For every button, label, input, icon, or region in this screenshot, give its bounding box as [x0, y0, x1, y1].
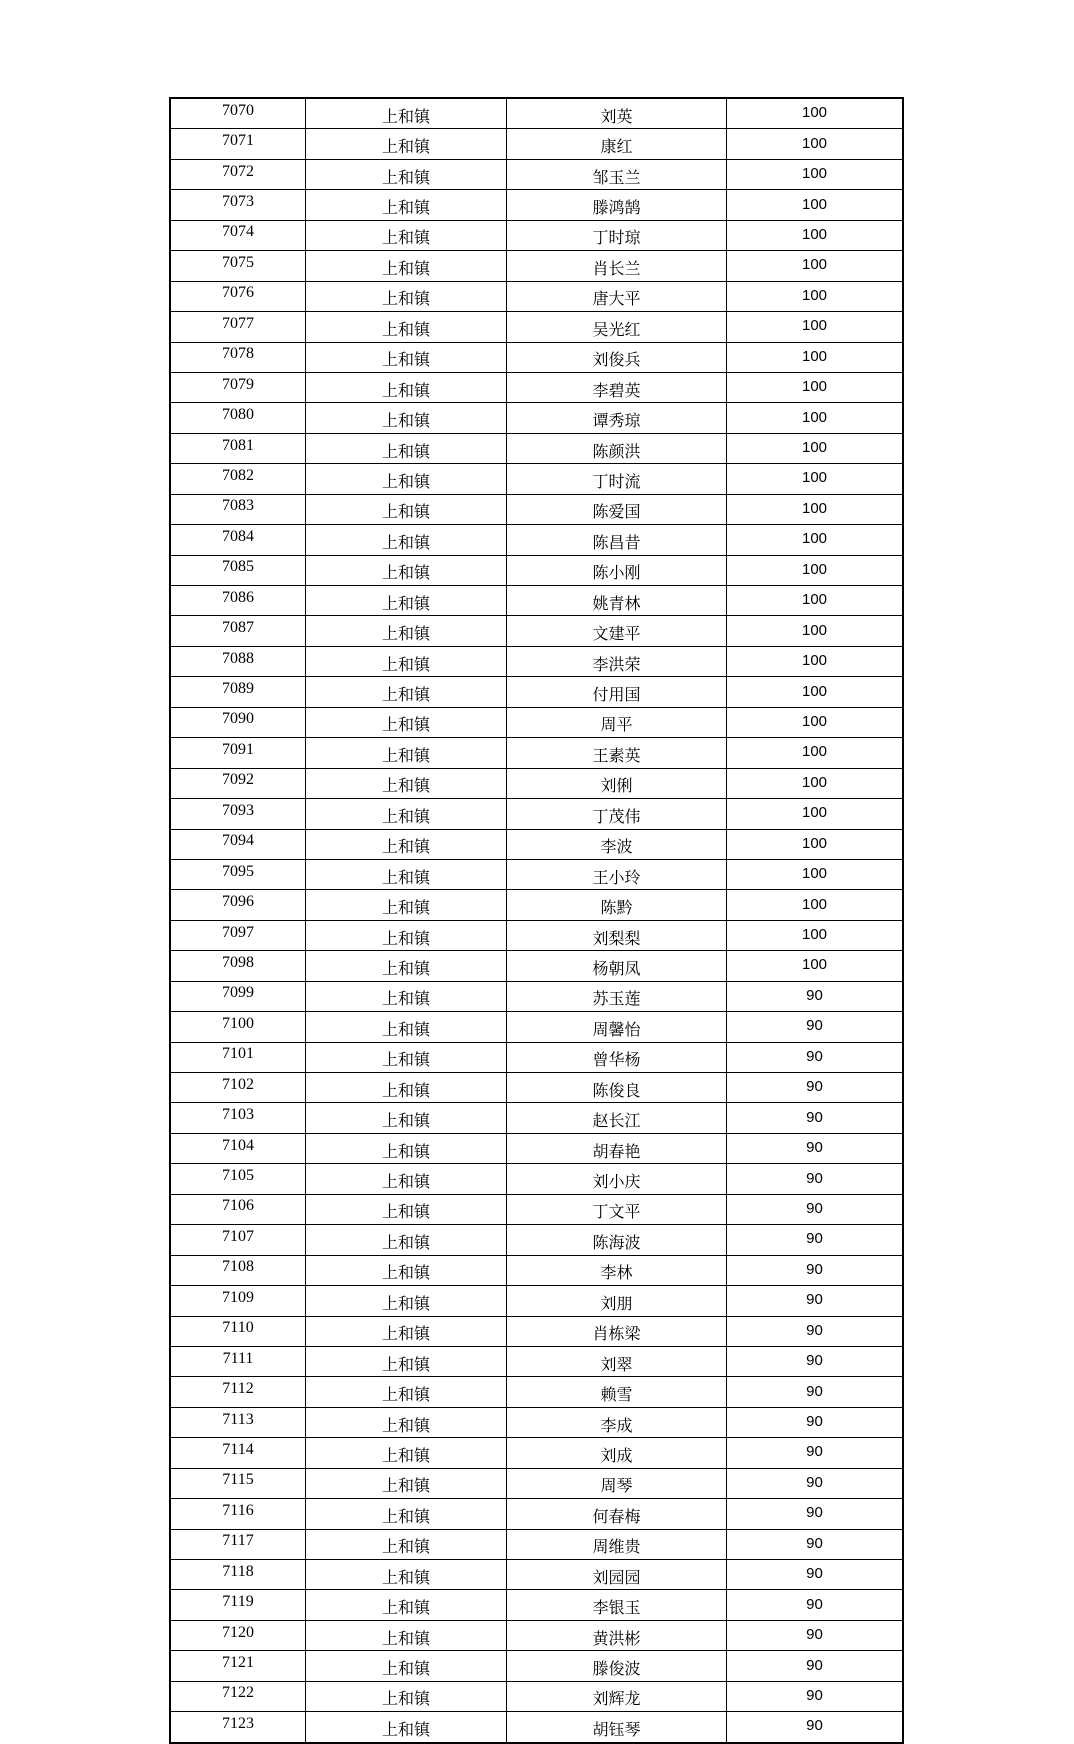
- table-row: [170, 1103, 903, 1133]
- amount-cell: 90: [727, 1620, 904, 1650]
- row-number-cell: 7120: [170, 1620, 306, 1650]
- table-row: [170, 1133, 903, 1163]
- amount-cell: 100: [727, 129, 904, 159]
- row-number-cell: 7108: [170, 1255, 306, 1285]
- town-cell: 上和镇: [306, 646, 507, 676]
- table-row: [170, 951, 903, 981]
- town-cell: 上和镇: [306, 707, 507, 737]
- amount-cell: 90: [727, 1316, 904, 1346]
- amount-cell: 90: [727, 1560, 904, 1590]
- town-cell: 上和镇: [306, 1164, 507, 1194]
- person-name-cell: 付用国: [507, 677, 727, 707]
- town-cell: 上和镇: [306, 1194, 507, 1224]
- table-row: [170, 920, 903, 950]
- town-cell: 上和镇: [306, 1651, 507, 1681]
- amount-cell: 90: [727, 981, 904, 1011]
- person-name-cell: 丁时琼: [507, 220, 727, 250]
- row-number-cell: 7109: [170, 1286, 306, 1316]
- town-cell: 上和镇: [306, 1255, 507, 1285]
- town-cell: 上和镇: [306, 1377, 507, 1407]
- amount-cell: 90: [727, 1194, 904, 1224]
- row-number-cell: 7103: [170, 1103, 306, 1133]
- amount-cell: 100: [727, 494, 904, 524]
- amount-cell: 100: [727, 98, 904, 129]
- town-cell: 上和镇: [306, 920, 507, 950]
- table-row: [170, 1286, 903, 1316]
- table-row: [170, 312, 903, 342]
- person-name-cell: 吴光红: [507, 312, 727, 342]
- row-number-cell: 7086: [170, 586, 306, 616]
- person-name-cell: 刘英: [507, 98, 727, 129]
- amount-cell: 100: [727, 555, 904, 585]
- table-row: [170, 1316, 903, 1346]
- table-row: [170, 616, 903, 646]
- row-number-cell: 7079: [170, 372, 306, 402]
- person-name-cell: 康红: [507, 129, 727, 159]
- person-name-cell: 陈小刚: [507, 555, 727, 585]
- row-number-cell: 7096: [170, 890, 306, 920]
- table-row: [170, 1438, 903, 1468]
- person-name-cell: 李成: [507, 1407, 727, 1437]
- person-name-cell: 李银玉: [507, 1590, 727, 1620]
- table-row: [170, 433, 903, 463]
- amount-cell: 100: [727, 403, 904, 433]
- table-row: [170, 1073, 903, 1103]
- person-name-cell: 刘辉龙: [507, 1681, 727, 1711]
- person-name-cell: 邹玉兰: [507, 159, 727, 189]
- person-name-cell: 滕俊波: [507, 1651, 727, 1681]
- row-number-cell: 7107: [170, 1225, 306, 1255]
- amount-cell: 100: [727, 159, 904, 189]
- table-row: [170, 1194, 903, 1224]
- town-cell: 上和镇: [306, 1560, 507, 1590]
- person-name-cell: 陈俊良: [507, 1073, 727, 1103]
- person-name-cell: 刘园园: [507, 1560, 727, 1590]
- table-row: [170, 890, 903, 920]
- amount-cell: 100: [727, 951, 904, 981]
- town-cell: 上和镇: [306, 829, 507, 859]
- person-name-cell: 唐大平: [507, 281, 727, 311]
- person-name-cell: 赖雪: [507, 1377, 727, 1407]
- town-cell: 上和镇: [306, 555, 507, 585]
- town-cell: 上和镇: [306, 677, 507, 707]
- row-number-cell: 7106: [170, 1194, 306, 1224]
- row-number-cell: 7075: [170, 251, 306, 281]
- amount-cell: 100: [727, 738, 904, 768]
- row-number-cell: 7091: [170, 738, 306, 768]
- amount-cell: 90: [727, 1651, 904, 1681]
- table-row: [170, 799, 903, 829]
- table-row: [170, 829, 903, 859]
- row-number-cell: 7098: [170, 951, 306, 981]
- row-number-cell: 7076: [170, 281, 306, 311]
- amount-cell: 90: [727, 1499, 904, 1529]
- table-row: [170, 859, 903, 889]
- row-number-cell: 7089: [170, 677, 306, 707]
- table-row: [170, 1468, 903, 1498]
- town-cell: 上和镇: [306, 768, 507, 798]
- person-name-cell: 文建平: [507, 616, 727, 646]
- person-name-cell: 刘翠: [507, 1346, 727, 1376]
- town-cell: 上和镇: [306, 616, 507, 646]
- town-cell: 上和镇: [306, 890, 507, 920]
- person-name-cell: 丁文平: [507, 1194, 727, 1224]
- amount-cell: 100: [727, 707, 904, 737]
- table-row: [170, 1651, 903, 1681]
- amount-cell: 90: [727, 1377, 904, 1407]
- row-number-cell: 7104: [170, 1133, 306, 1163]
- row-number-cell: 7094: [170, 829, 306, 859]
- table-row: [170, 1712, 903, 1743]
- person-name-cell: 陈海波: [507, 1225, 727, 1255]
- town-cell: 上和镇: [306, 1042, 507, 1072]
- person-name-cell: 谭秀琼: [507, 403, 727, 433]
- table-row: [170, 1681, 903, 1711]
- town-cell: 上和镇: [306, 1286, 507, 1316]
- town-cell: 上和镇: [306, 1529, 507, 1559]
- row-number-cell: 7072: [170, 159, 306, 189]
- row-number-cell: 7114: [170, 1438, 306, 1468]
- town-cell: 上和镇: [306, 1103, 507, 1133]
- amount-cell: 100: [727, 890, 904, 920]
- town-cell: 上和镇: [306, 1012, 507, 1042]
- amount-cell: 100: [727, 829, 904, 859]
- row-number-cell: 7073: [170, 190, 306, 220]
- row-number-cell: 7071: [170, 129, 306, 159]
- amount-cell: 100: [727, 646, 904, 676]
- row-number-cell: 7121: [170, 1651, 306, 1681]
- person-name-cell: 滕鸿鹄: [507, 190, 727, 220]
- row-number-cell: 7084: [170, 525, 306, 555]
- table-row: [170, 768, 903, 798]
- town-cell: 上和镇: [306, 464, 507, 494]
- row-number-cell: 7092: [170, 768, 306, 798]
- town-cell: 上和镇: [306, 98, 507, 129]
- amount-cell: 100: [727, 312, 904, 342]
- town-cell: 上和镇: [306, 1407, 507, 1437]
- row-number-cell: 7090: [170, 707, 306, 737]
- amount-cell: 100: [727, 859, 904, 889]
- row-number-cell: 7095: [170, 859, 306, 889]
- amount-cell: 100: [727, 281, 904, 311]
- town-cell: 上和镇: [306, 312, 507, 342]
- amount-cell: 100: [727, 372, 904, 402]
- amount-cell: 100: [727, 190, 904, 220]
- amount-cell: 90: [727, 1225, 904, 1255]
- table-row: [170, 98, 903, 129]
- row-number-cell: 7099: [170, 981, 306, 1011]
- amount-cell: 90: [727, 1164, 904, 1194]
- town-cell: 上和镇: [306, 1712, 507, 1743]
- amount-cell: 90: [727, 1286, 904, 1316]
- town-cell: 上和镇: [306, 981, 507, 1011]
- table-row: [170, 1499, 903, 1529]
- table-row: [170, 251, 903, 281]
- row-number-cell: 7118: [170, 1560, 306, 1590]
- row-number-cell: 7097: [170, 920, 306, 950]
- town-cell: 上和镇: [306, 1590, 507, 1620]
- table-row: [170, 525, 903, 555]
- amount-cell: 90: [727, 1438, 904, 1468]
- row-number-cell: 7088: [170, 646, 306, 676]
- row-number-cell: 7105: [170, 1164, 306, 1194]
- person-name-cell: 周琴: [507, 1468, 727, 1498]
- person-name-cell: 刘小庆: [507, 1164, 727, 1194]
- person-name-cell: 赵长江: [507, 1103, 727, 1133]
- town-cell: 上和镇: [306, 1346, 507, 1376]
- person-name-cell: 陈昌昔: [507, 525, 727, 555]
- row-number-cell: 7122: [170, 1681, 306, 1711]
- table-row: [170, 1407, 903, 1437]
- town-cell: 上和镇: [306, 1620, 507, 1650]
- person-name-cell: 刘梨梨: [507, 920, 727, 950]
- person-name-cell: 李碧英: [507, 372, 727, 402]
- town-cell: 上和镇: [306, 342, 507, 372]
- row-number-cell: 7078: [170, 342, 306, 372]
- town-cell: 上和镇: [306, 372, 507, 402]
- town-cell: 上和镇: [306, 129, 507, 159]
- row-number-cell: 7083: [170, 494, 306, 524]
- town-cell: 上和镇: [306, 738, 507, 768]
- amount-cell: 100: [727, 616, 904, 646]
- amount-cell: 90: [727, 1103, 904, 1133]
- table-row: [170, 1590, 903, 1620]
- row-number-cell: 7123: [170, 1712, 306, 1743]
- town-cell: 上和镇: [306, 1073, 507, 1103]
- table-row: [170, 1042, 903, 1072]
- person-name-cell: 刘俊兵: [507, 342, 727, 372]
- table-row: [170, 1225, 903, 1255]
- town-cell: 上和镇: [306, 433, 507, 463]
- table-row: [170, 1346, 903, 1376]
- row-number-cell: 7093: [170, 799, 306, 829]
- amount-cell: 100: [727, 920, 904, 950]
- person-name-cell: 李林: [507, 1255, 727, 1285]
- table-row: [170, 372, 903, 402]
- town-cell: 上和镇: [306, 1499, 507, 1529]
- data-table: [169, 97, 904, 1744]
- town-cell: 上和镇: [306, 251, 507, 281]
- person-name-cell: 周馨怡: [507, 1012, 727, 1042]
- table-row: [170, 1377, 903, 1407]
- row-number-cell: 7111: [170, 1346, 306, 1376]
- amount-cell: 90: [727, 1407, 904, 1437]
- table-row: [170, 555, 903, 585]
- person-name-cell: 丁时流: [507, 464, 727, 494]
- amount-cell: 100: [727, 586, 904, 616]
- amount-cell: 100: [727, 799, 904, 829]
- table-row: [170, 707, 903, 737]
- person-name-cell: 胡钰琴: [507, 1712, 727, 1743]
- table-row: [170, 464, 903, 494]
- table-row: [170, 159, 903, 189]
- amount-cell: 90: [727, 1012, 904, 1042]
- table-row: [170, 646, 903, 676]
- amount-cell: 100: [727, 464, 904, 494]
- town-cell: 上和镇: [306, 494, 507, 524]
- amount-cell: 90: [727, 1590, 904, 1620]
- person-name-cell: 李洪荣: [507, 646, 727, 676]
- row-number-cell: 7080: [170, 403, 306, 433]
- town-cell: 上和镇: [306, 586, 507, 616]
- town-cell: 上和镇: [306, 859, 507, 889]
- row-number-cell: 7085: [170, 555, 306, 585]
- town-cell: 上和镇: [306, 1316, 507, 1346]
- table-row: [170, 494, 903, 524]
- person-name-cell: 姚青林: [507, 586, 727, 616]
- table-row: [170, 586, 903, 616]
- person-name-cell: 陈黔: [507, 890, 727, 920]
- row-number-cell: 7116: [170, 1499, 306, 1529]
- person-name-cell: 李波: [507, 829, 727, 859]
- person-name-cell: 肖长兰: [507, 251, 727, 281]
- row-number-cell: 7082: [170, 464, 306, 494]
- amount-cell: 90: [727, 1042, 904, 1072]
- town-cell: 上和镇: [306, 799, 507, 829]
- amount-cell: 90: [727, 1681, 904, 1711]
- person-name-cell: 何春梅: [507, 1499, 727, 1529]
- amount-cell: 100: [727, 220, 904, 250]
- row-number-cell: 7102: [170, 1073, 306, 1103]
- town-cell: 上和镇: [306, 1225, 507, 1255]
- amount-cell: 90: [727, 1073, 904, 1103]
- table-row: [170, 1560, 903, 1590]
- person-name-cell: 陈爱国: [507, 494, 727, 524]
- row-number-cell: 7112: [170, 1377, 306, 1407]
- amount-cell: 100: [727, 525, 904, 555]
- row-number-cell: 7115: [170, 1468, 306, 1498]
- person-name-cell: 杨朝凤: [507, 951, 727, 981]
- person-name-cell: 苏玉莲: [507, 981, 727, 1011]
- table-row: [170, 1012, 903, 1042]
- row-number-cell: 7113: [170, 1407, 306, 1437]
- table-row: [170, 1164, 903, 1194]
- town-cell: 上和镇: [306, 1468, 507, 1498]
- row-number-cell: 7087: [170, 616, 306, 646]
- table-row: [170, 1529, 903, 1559]
- person-name-cell: 曾华杨: [507, 1042, 727, 1072]
- town-cell: 上和镇: [306, 220, 507, 250]
- person-name-cell: 肖栋梁: [507, 1316, 727, 1346]
- amount-cell: 90: [727, 1346, 904, 1376]
- table-row: [170, 1255, 903, 1285]
- row-number-cell: 7101: [170, 1042, 306, 1072]
- amount-cell: 100: [727, 251, 904, 281]
- town-cell: 上和镇: [306, 1438, 507, 1468]
- row-number-cell: 7117: [170, 1529, 306, 1559]
- person-name-cell: 陈颜洪: [507, 433, 727, 463]
- person-name-cell: 刘成: [507, 1438, 727, 1468]
- town-cell: 上和镇: [306, 951, 507, 981]
- row-number-cell: 7081: [170, 433, 306, 463]
- table-row: [170, 677, 903, 707]
- town-cell: 上和镇: [306, 190, 507, 220]
- person-name-cell: 周平: [507, 707, 727, 737]
- town-cell: 上和镇: [306, 1133, 507, 1163]
- amount-cell: 100: [727, 433, 904, 463]
- row-number-cell: 7119: [170, 1590, 306, 1620]
- row-number-cell: 7070: [170, 98, 306, 129]
- person-name-cell: 刘俐: [507, 768, 727, 798]
- amount-cell: 100: [727, 677, 904, 707]
- row-number-cell: 7110: [170, 1316, 306, 1346]
- town-cell: 上和镇: [306, 403, 507, 433]
- person-name-cell: 王素英: [507, 738, 727, 768]
- person-name-cell: 黄洪彬: [507, 1620, 727, 1650]
- amount-cell: 90: [727, 1712, 904, 1743]
- table-row: [170, 220, 903, 250]
- amount-cell: 90: [727, 1468, 904, 1498]
- amount-cell: 90: [727, 1529, 904, 1559]
- amount-cell: 90: [727, 1133, 904, 1163]
- person-name-cell: 胡春艳: [507, 1133, 727, 1163]
- table-body: [170, 98, 903, 1743]
- table-row: [170, 190, 903, 220]
- table-row: [170, 129, 903, 159]
- amount-cell: 100: [727, 342, 904, 372]
- person-name-cell: 丁茂伟: [507, 799, 727, 829]
- row-number-cell: 7074: [170, 220, 306, 250]
- table-row: [170, 738, 903, 768]
- person-name-cell: 王小玲: [507, 859, 727, 889]
- row-number-cell: 7077: [170, 312, 306, 342]
- table-row: [170, 281, 903, 311]
- table-row: [170, 342, 903, 372]
- town-cell: 上和镇: [306, 159, 507, 189]
- person-name-cell: 刘朋: [507, 1286, 727, 1316]
- amount-cell: 90: [727, 1255, 904, 1285]
- row-number-cell: 7100: [170, 1012, 306, 1042]
- town-cell: 上和镇: [306, 525, 507, 555]
- table-row: [170, 403, 903, 433]
- amount-cell: 100: [727, 768, 904, 798]
- town-cell: 上和镇: [306, 281, 507, 311]
- table-row: [170, 981, 903, 1011]
- town-cell: 上和镇: [306, 1681, 507, 1711]
- person-name-cell: 周维贵: [507, 1529, 727, 1559]
- table-row: [170, 1620, 903, 1650]
